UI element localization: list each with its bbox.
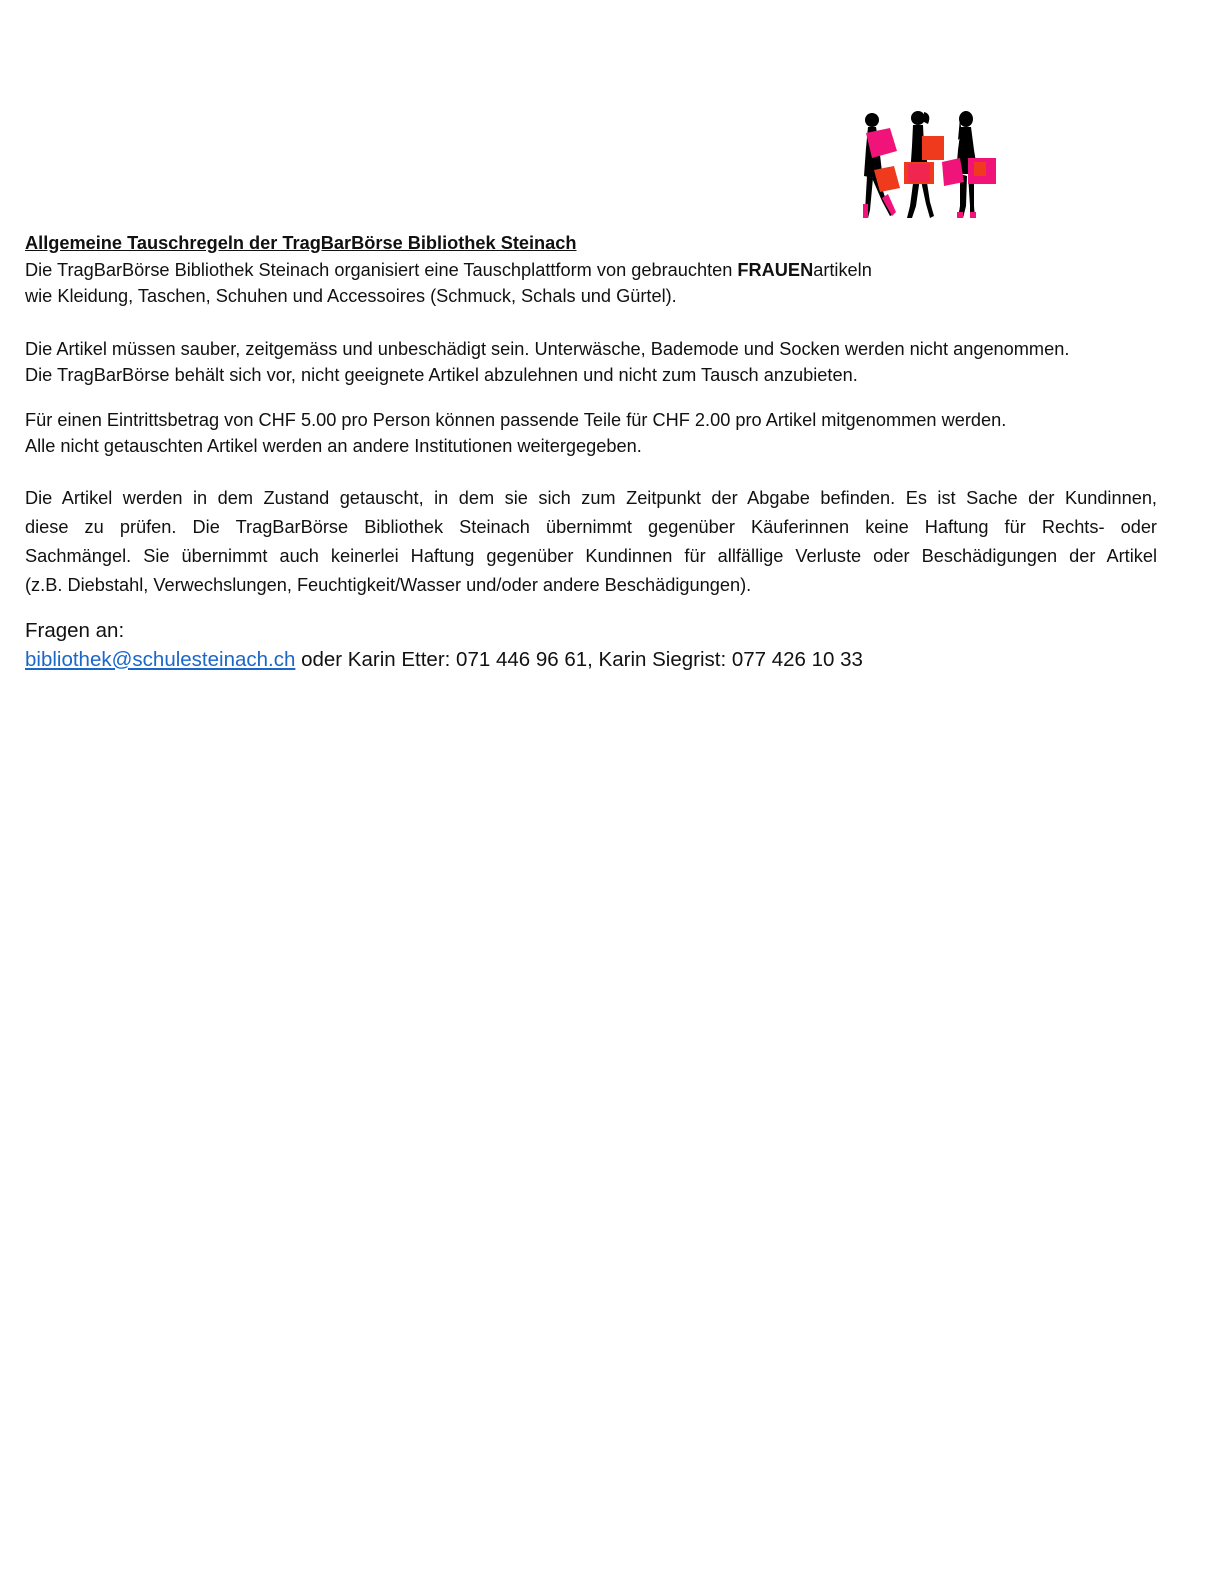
liability-line-3: Sachmängel. Sie übernimmt auch keinerlei Haftung gegenüber Kundinnen für allfällige Verluste oder Beschädigungen der Artikel [25, 545, 1157, 566]
contact-line [25, 645, 1157, 674]
spacer [25, 600, 1157, 616]
liability-line-2: diese zu prüfen. Die TragBarBörse Bibliothek Steinach übernimmt gegenüber Käuferinnen keine Haftung für Rechts- oder [25, 516, 1157, 537]
fees-line-2: Alle nicht getauschten Artikel werden an andere Institutionen weitergegeben. [25, 436, 642, 456]
contact-heading: Fragen an: [25, 618, 125, 642]
contact-section [25, 616, 1157, 674]
woman-silhouette-2 [904, 111, 944, 218]
spacer [25, 460, 1157, 484]
document-body [25, 230, 1157, 674]
spacer [25, 310, 1157, 336]
shopping-women-logo [852, 106, 1002, 224]
fees-line-1: Für einen Eintrittsbetrag von CHF 5.00 pro Person können passende Teile für CHF 2.00 pro Artikel mitgenommen werden. [25, 409, 1007, 430]
fees-paragraph [25, 407, 1157, 460]
intro-bold-word: FRAUEN [737, 259, 814, 280]
email-link[interactable]: bibliothek@schulesteinach.ch [25, 647, 296, 671]
intro-line-2: wie Kleidung, Taschen, Schuhen und Accessoires (Schmuck, Schals und Gürtel). [25, 286, 677, 306]
intro-paragraph [25, 257, 1157, 310]
liability-line-4: (z.B. Diebstahl, Verwechslungen, Feuchtigkeit/Wasser und/oder andere Beschädigungen). [25, 574, 752, 595]
conditions-paragraph [25, 336, 1157, 389]
liability-paragraph [25, 484, 1157, 600]
woman-silhouette-3 [942, 111, 996, 218]
shopping-women-silhouettes-icon [852, 106, 1002, 224]
intro-line-1-suffix: artikeln [813, 259, 872, 280]
liability-line-1: Die Artikel werden in dem Zustand getauscht, in dem sie sich zum Zeitpunkt der Abgabe befinden. Es ist Sache der Kundinnen, [25, 487, 1157, 508]
conditions-line-1: Die Artikel müssen sauber, zeitgemäss und unbeschädigt sein. Unterwäsche, Bademode und Socken werden nicht angenommen. [25, 338, 1070, 359]
woman-silhouette-1 [863, 113, 900, 218]
spacer [25, 389, 1157, 407]
contact-phone-details: oder Karin Etter: 071 446 96 61, Karin Siegrist: 077 426 10 33 [295, 647, 863, 671]
intro-line-1 [25, 257, 1157, 284]
intro-line-1-prefix: Die TragBarBörse Bibliothek Steinach organisiert eine Tauschplattform von gebrauchten [25, 259, 738, 280]
document-title: Allgemeine Tauschregeln der TragBarBörse Bibliothek Steinach [25, 233, 577, 253]
conditions-line-2: Die TragBarBörse behält sich vor, nicht geeignete Artikel abzulehnen und nicht zum Tausch anzubieten. [25, 365, 858, 385]
